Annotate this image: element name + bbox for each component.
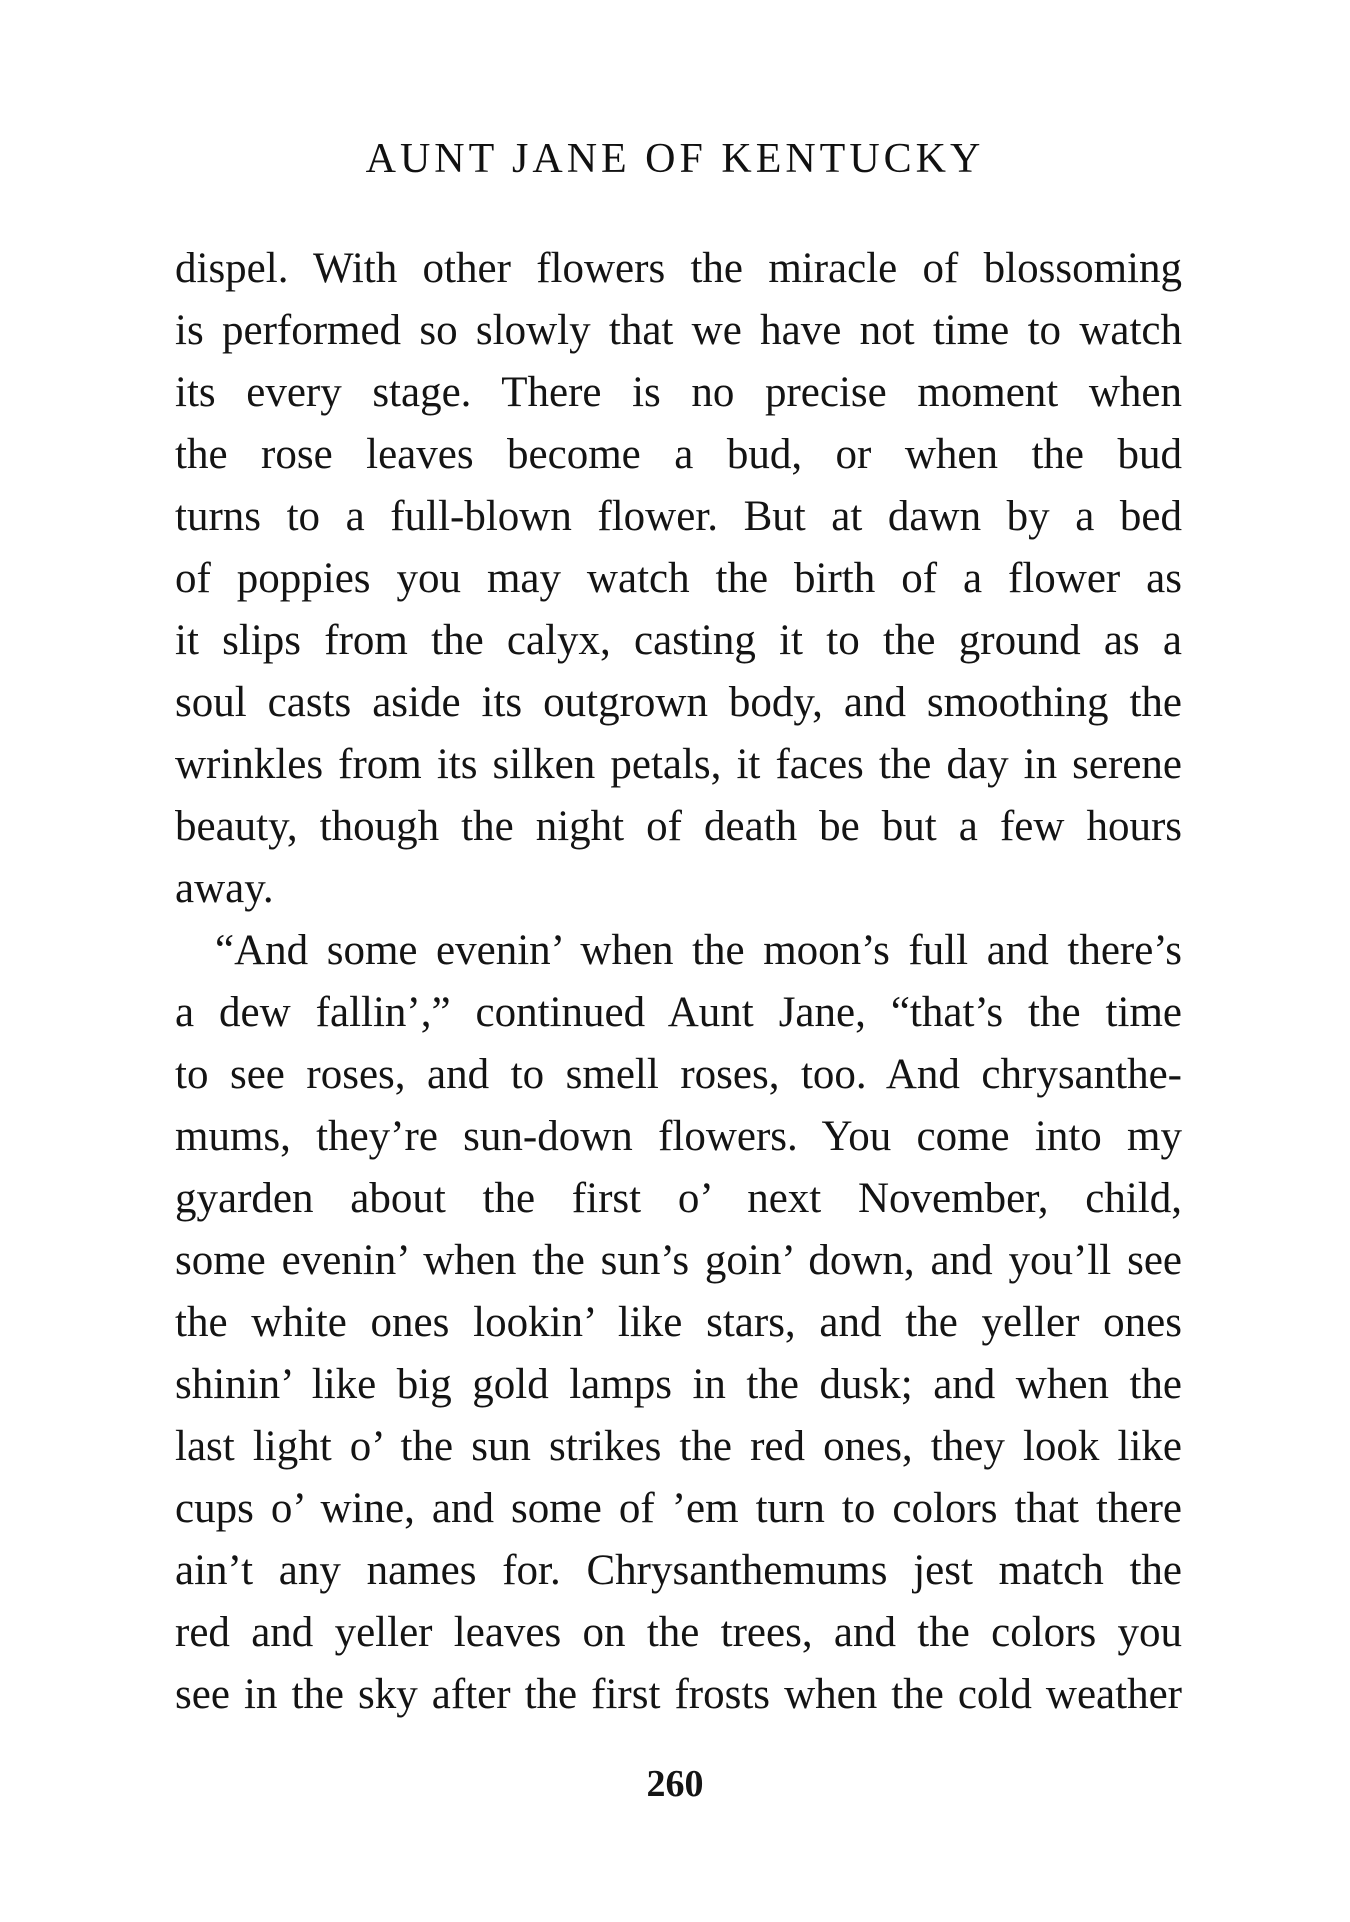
text-line: last light o’ the sun strikes the red ones, they look like (175, 1423, 1182, 1470)
text-line: away. (175, 865, 274, 912)
text-line: the rose leaves become a bud, or when the bud (175, 431, 1182, 478)
running-head-title: AUNT JANE OF KENTUCKY (365, 136, 985, 182)
text-line: wrinkles from its silken petals, it faces the day in serene (175, 741, 1182, 788)
text-line: some evenin’ when the sun’s goin’ down, and you’ll see (175, 1237, 1182, 1284)
text-line: mums, they’re sun-down flowers. You come into my (175, 1113, 1182, 1160)
text-line: of poppies you may watch the birth of a flower as (175, 555, 1182, 602)
text-line: ain’t any names for. Chrysanthemums jest match the (175, 1547, 1182, 1594)
text-line: gyarden about the first o’ next November, child, (175, 1175, 1182, 1222)
text-line: a dew fallin’,” continued Aunt Jane, “that’s the time (175, 989, 1182, 1036)
paragraph-1 (175, 238, 1182, 920)
paragraph-2 (175, 920, 1182, 1726)
body-text (175, 238, 1182, 1726)
text-line: shinin’ like big gold lamps in the dusk; and when the (175, 1361, 1182, 1408)
text-line: red and yeller leaves on the trees, and the colors you (175, 1609, 1182, 1656)
text-line: see in the sky after the first frosts when the cold weather (175, 1671, 1182, 1718)
text-line: soul casts aside its outgrown body, and smoothing the (175, 679, 1182, 726)
text-line: it slips from the calyx, casting it to the ground as a (175, 617, 1182, 664)
text-line: cups o’ wine, and some of ’em turn to colors that there (175, 1485, 1182, 1532)
text-line: to see roses, and to smell roses, too. And chrysanthe- (175, 1051, 1182, 1098)
text-line: its every stage. There is no precise moment when (175, 369, 1182, 416)
text-line: beauty, though the night of death be but a few hours (175, 803, 1182, 850)
text-line: the white ones lookin’ like stars, and the yeller ones (175, 1299, 1182, 1346)
text-line: “And some evenin’ when the moon’s full and there’s (215, 927, 1182, 974)
page-number: 260 (646, 1763, 704, 1805)
text-line: turns to a full-blown flower. But at dawn by a bed (175, 493, 1182, 540)
text-line: dispel. With other flowers the miracle of blossoming (175, 245, 1182, 292)
text-line: is performed so slowly that we have not time to watch (175, 307, 1182, 354)
